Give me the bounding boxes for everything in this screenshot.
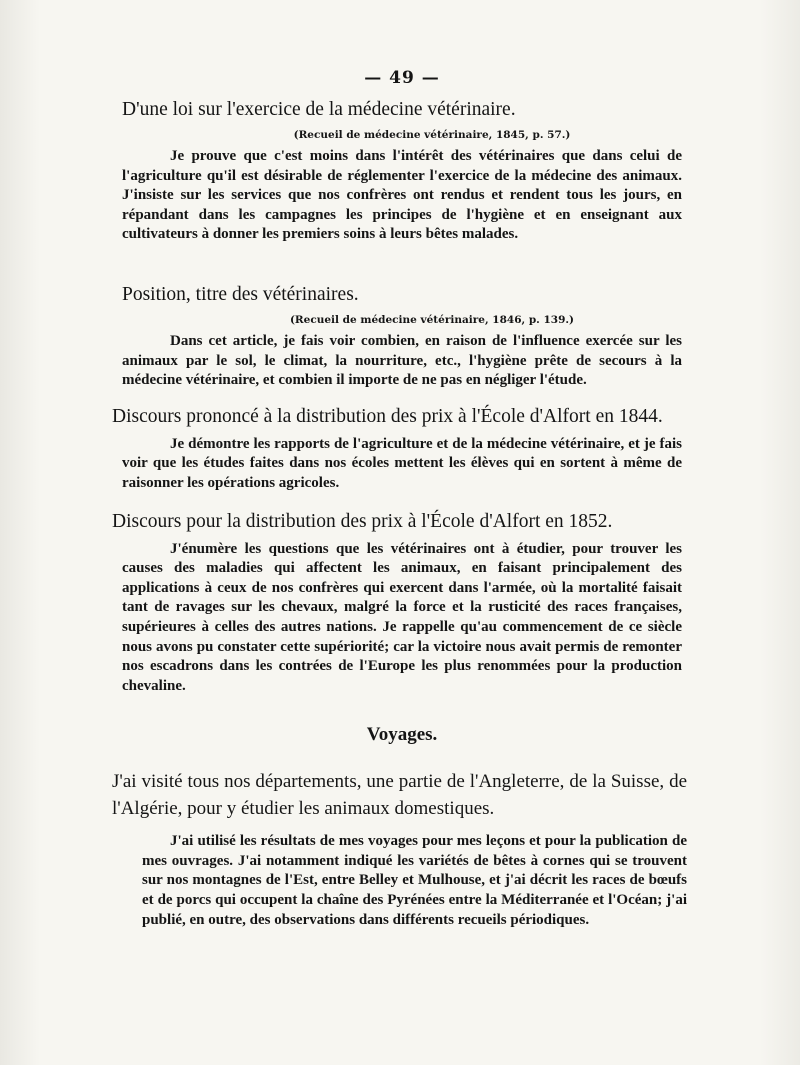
voyages-title: Voyages. xyxy=(366,724,438,746)
section-citation: (Recueil de médecine vétérinaire, 1846, p. 139.) xyxy=(289,313,575,326)
section-heading: Discours pour la distribution des prix à l'École d'Alfort en 1852. xyxy=(112,510,613,532)
voyages-body: J'ai utilisé les résultats de mes voyages pour mes leçons et pour la publication de mes ouvrages. J'ai notamment indiqué les variétés de bêtes à cornes qui se trouvent sur nos montagnes de l'Est, entre Belley et Mulhouse, et j'ai décrit les races de bœufs et de porcs qui occupent la chaîne des Pyrénées entre la Méditerranée et l'Océan; j'ai publié, en outre, des observations dans différents recueils périodiques. xyxy=(142,833,687,928)
section-discours-1844 xyxy=(112,405,682,494)
voyages-lead: J'ai visité tous nos départements, une partie de l'Angleterre, de la Suisse, de l'Algérie, pour y étudier les animaux domestiques. xyxy=(112,771,687,820)
section-position xyxy=(122,283,682,391)
section-loi xyxy=(122,98,682,245)
section-heading: Discours prononcé à la distribution des prix à l'École d'Alfort en 1844. xyxy=(112,405,663,427)
page-number: — 49 — xyxy=(364,68,440,88)
section-body: Dans cet article, je fais voir combien, en raison de l'influence exercée sur les animaux par le sol, le climat, la nourriture, etc., l'hygiène prête de secours à la médecine vétérinaire, et combien il importe de ne pas en négliger l'étude. xyxy=(122,332,682,389)
section-body: J'énumère les questions que les vétérinaires ont à étudier, pour trouver les causes des maladies qui affectent les animaux, en faisant principalement des applications à ceux de nos confrères qui exercent dans l'armée, où la mortalité faisait tant de ravages sur les chevaux, malgré la force et la rusticité des races françaises, supérieures à celles des autres nations. Je rappelle qu'au commencement de ce siècle nous avons pu constater cette supériorité; car la victoire nous avait permis de remonter nos escadrons dans les contrées de l'Europe les plus renommées pour la production chevaline. xyxy=(122,540,682,694)
section-body: Je prouve que c'est moins dans l'intérêt des vétérinaires que dans celui de l'agriculture qu'il est désirable de réglementer l'exercice de la médecine des animaux. J'insiste sur les services que nos confrères ont rendus et rendent tous les jours, en répandant dans les campagnes les principes de l'hygiène et en enseignant aux cultivateurs à donner les premiers soins à leurs bêtes malades. xyxy=(122,148,682,243)
section-body: Je démontre les rapports de l'agriculture et de la médecine vétérinaire, et je fais voir que les études faites dans nos écoles mettent les élèves qui en sortent à même de raisonner les opérations agricoles. xyxy=(122,435,682,491)
section-discours-1852 xyxy=(112,510,682,697)
section-heading: Position, titre des vétérinaires. xyxy=(122,283,359,305)
section-citation: (Recueil de médecine vétérinaire, 1845, p. 57.) xyxy=(293,129,571,141)
section-heading: D'une loi sur l'exercice de la médecine vétérinaire. xyxy=(122,99,516,120)
page-content xyxy=(112,68,687,930)
